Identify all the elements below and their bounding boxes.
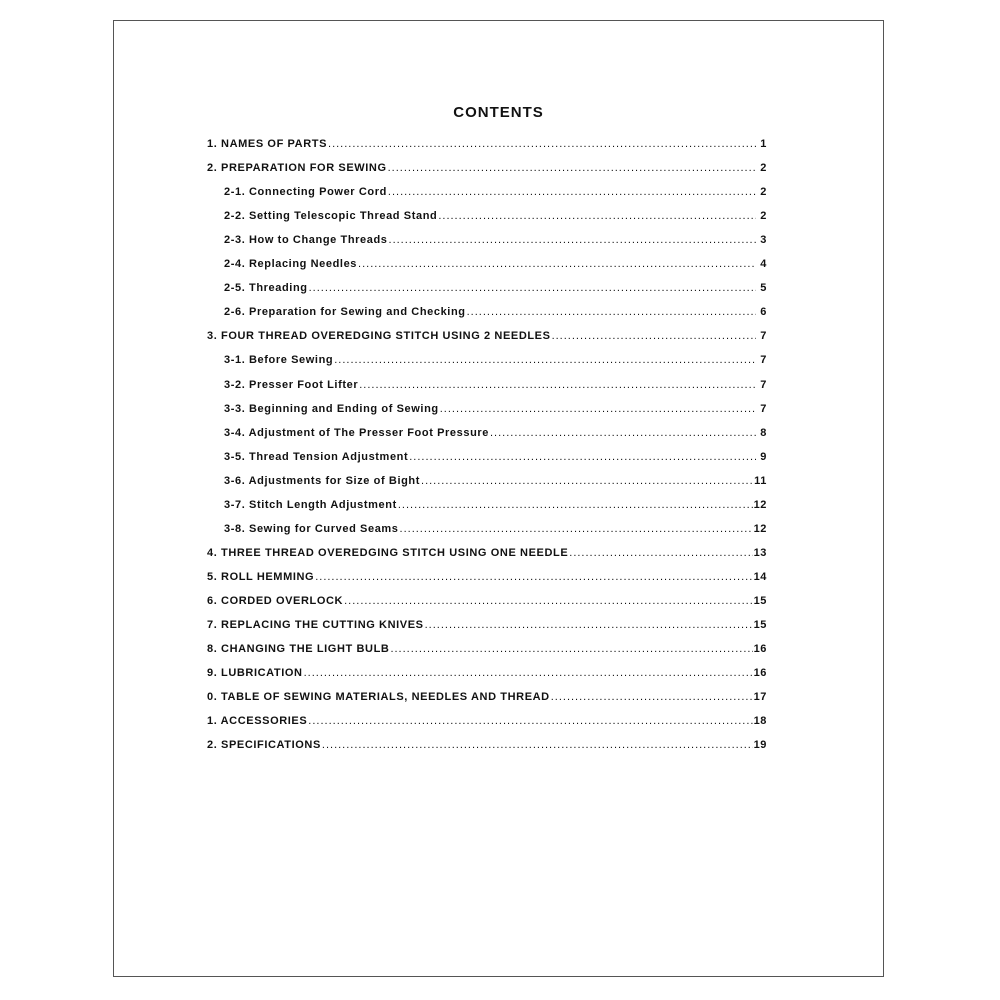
toc-entry-page-number: 7: [760, 402, 767, 415]
toc-entry-page-number: 2: [760, 186, 767, 199]
toc-entry: [207, 667, 767, 683]
dot-leader: [315, 571, 752, 583]
dot-leader: [388, 186, 756, 198]
toc-entry-label: 3-4. Adjustment of The Presser Foot Pressure: [224, 426, 489, 439]
toc-entry-label: 3-1. Before Sewing: [224, 354, 334, 367]
toc-entry: [224, 403, 767, 419]
toc-entry-label: 8. CHANGING THE LIGHT BULB: [207, 643, 390, 656]
toc-entry-label: 3-8. Sewing for Curved Seams: [224, 522, 399, 535]
toc-entry: [224, 234, 767, 250]
dot-leader: [409, 451, 756, 463]
toc-entry: [224, 379, 767, 395]
toc-entry-label: 7. REPLACING THE CUTTING KNIVES: [207, 619, 424, 631]
toc-entry: [224, 186, 767, 202]
toc-entry-label: 3-2. Presser Foot Lifter: [224, 378, 359, 391]
dot-leader: [490, 427, 756, 439]
dot-leader: [400, 523, 753, 535]
toc-entry: [224, 523, 767, 539]
toc-entry-label: 2. PREPARATION FOR SEWING: [207, 162, 387, 175]
dot-leader: [425, 619, 753, 631]
toc-entry-page-number: 16: [753, 643, 767, 656]
toc-entry-page-number: 5: [760, 282, 767, 295]
dot-leader: [390, 643, 752, 655]
toc-entry: [207, 739, 767, 755]
toc-entry-page-number: 7: [760, 378, 767, 391]
dot-leader: [389, 234, 756, 246]
toc-entry: [224, 210, 767, 226]
toc-entry-page-number: 7: [760, 354, 767, 367]
dot-leader: [388, 162, 756, 174]
toc-entry-page-number: 17: [753, 691, 767, 704]
toc-entry: [207, 547, 767, 563]
toc-entry: [207, 619, 767, 635]
toc-entry-label: 2-2. Setting Telescopic Thread Stand: [224, 210, 438, 223]
toc-entry: [224, 451, 767, 467]
toc-entry-label: 2-6. Preparation for Sewing and Checking: [224, 306, 466, 319]
toc-entry-label: 3-6. Adjustments for Size of Bight: [224, 474, 421, 487]
toc-entry-label: 4. THREE THREAD OVEREDGING STITCH USING ONE NEEDLE: [207, 546, 569, 559]
toc-entry-page-number: 16: [753, 667, 767, 680]
toc-entry-label: 0. TABLE OF SEWING MATERIALS, NEEDLES AND THREAD: [207, 691, 550, 704]
toc-entry: [207, 715, 767, 731]
toc-entry: [207, 571, 767, 587]
toc-entry-page-number: 13: [753, 546, 767, 559]
toc-entry: [224, 475, 767, 491]
toc-entry-label: 2-3. How to Change Threads: [224, 234, 388, 247]
toc-entry-page-number: 14: [753, 570, 767, 583]
dot-leader: [421, 475, 753, 487]
dot-leader: [398, 499, 753, 511]
toc-entry-label: 1. NAMES OF PARTS: [207, 138, 328, 150]
toc-entry-label: 5. ROLL HEMMING: [207, 570, 315, 583]
dot-leader: [328, 138, 756, 150]
toc-entry-page-number: 3: [760, 234, 767, 247]
toc-entry-page-number: 2: [760, 210, 767, 223]
toc-entry-page-number: 19: [753, 739, 767, 752]
toc-entry-label: 3-5. Thread Tension Adjustment: [224, 450, 409, 463]
dot-leader: [358, 258, 756, 270]
toc-entry: [207, 330, 767, 346]
dot-leader: [552, 330, 756, 342]
toc-entry-label: 3-7. Stitch Length Adjustment: [224, 498, 397, 511]
dot-leader: [309, 282, 756, 294]
toc-entry-label: 2-5. Threading: [224, 282, 308, 295]
dot-leader: [308, 715, 752, 727]
toc-entry: [224, 258, 767, 274]
toc-entry-label: 2. SPECIFICATIONS: [207, 739, 321, 752]
toc-entry: [224, 499, 767, 515]
toc-entry-page-number: 9: [760, 450, 767, 463]
toc-entry-page-number: 4: [760, 258, 767, 271]
toc-entry-label: 3-3. Beginning and Ending of Sewing: [224, 402, 439, 415]
dot-leader: [440, 403, 756, 415]
toc-entry-page-number: 2: [760, 162, 767, 175]
toc-entry: [224, 354, 767, 370]
dot-leader: [304, 667, 753, 679]
dot-leader: [569, 547, 752, 559]
toc-entry: [207, 691, 767, 707]
toc-entry-page-number: 6: [760, 306, 767, 319]
toc-entry: [224, 282, 767, 298]
toc-entry-label: 6. CORDED OVERLOCK: [207, 594, 344, 607]
dot-leader: [334, 354, 756, 366]
toc-entry-page-number: 12: [753, 522, 767, 535]
toc-entry-page-number: 18: [753, 715, 767, 728]
toc-entry: [224, 306, 767, 322]
toc-entry-page-number: 12: [753, 498, 767, 511]
toc-entry-page-number: 15: [753, 619, 767, 631]
toc-entry-label: 1. ACCESSORIES: [207, 715, 308, 728]
dot-leader: [467, 306, 756, 318]
toc-entry-page-number: 8: [760, 426, 767, 439]
document-page: [113, 20, 884, 977]
dot-leader: [438, 210, 756, 222]
toc-entry-label: 2-4. Replacing Needles: [224, 258, 358, 271]
toc-entry: [207, 643, 767, 659]
toc-entry-page-number: 15: [753, 594, 767, 607]
toc-entry-label: 3. FOUR THREAD OVEREDGING STITCH USING 2 NEEDLES: [207, 330, 551, 343]
toc-entry-page-number: 11: [754, 474, 767, 487]
toc-entry: [224, 427, 767, 443]
toc-entry-label: 9. LUBRICATION: [207, 667, 303, 680]
dot-leader: [344, 595, 752, 607]
dot-leader: [359, 379, 756, 391]
toc-entry: [207, 162, 767, 178]
dot-leader: [322, 739, 753, 751]
toc-entry-page-number: 7: [760, 330, 767, 343]
toc-entry: [207, 138, 767, 154]
dot-leader: [551, 691, 753, 703]
page-title: CONTENTS: [453, 104, 544, 121]
toc-entry: [207, 595, 767, 611]
toc-entry-page-number: 1: [760, 138, 767, 150]
toc-entry-label: 2-1. Connecting Power Cord: [224, 186, 387, 199]
